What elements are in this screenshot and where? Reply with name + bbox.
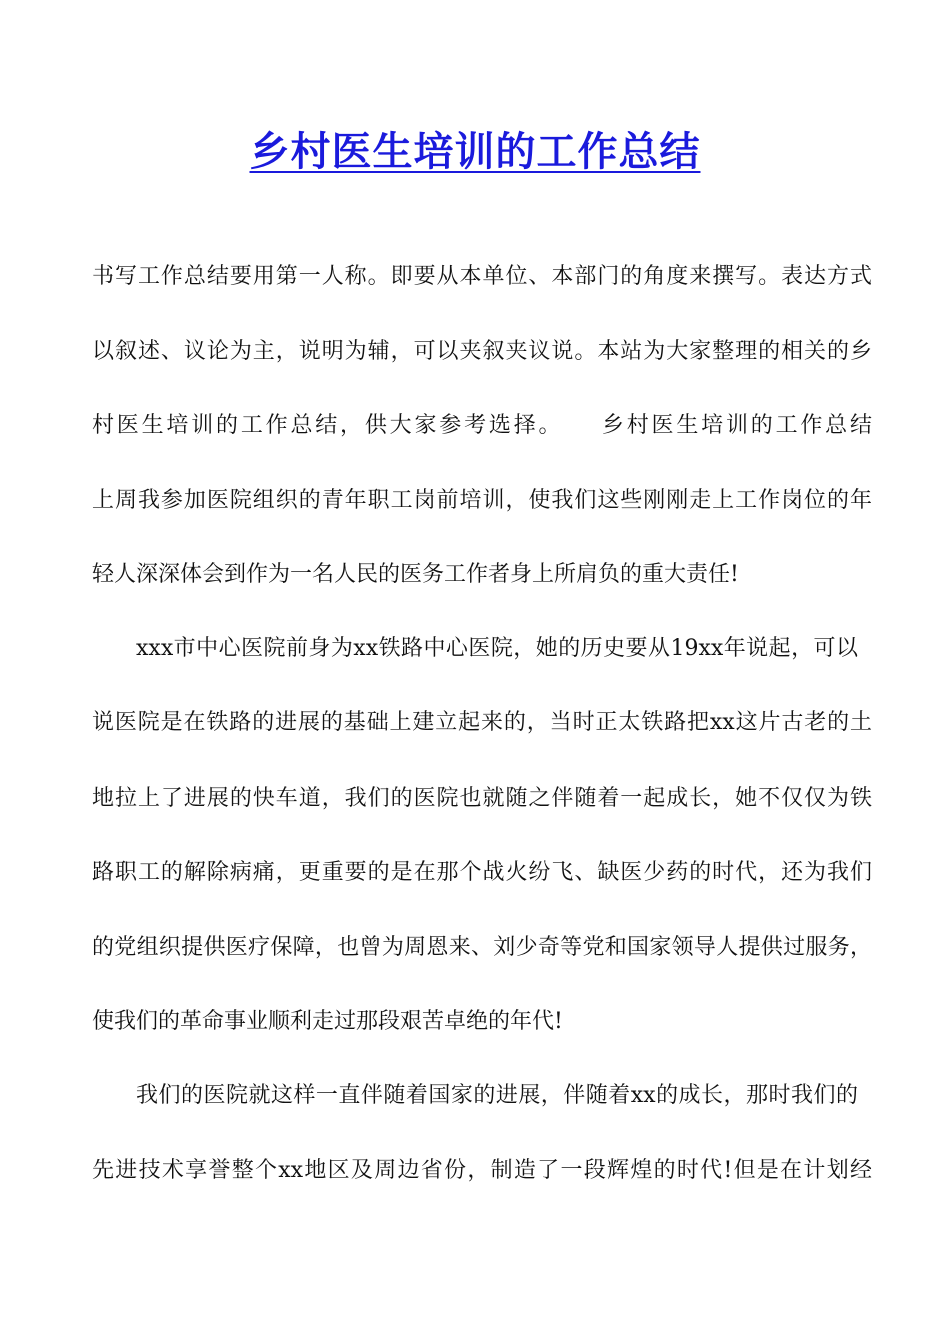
body-line: 以叙述、议论为主，说明为辅，可以夹叙夹议说。本站为大家整理的相关的乡 [92,339,872,364]
body-line: 村医生培训的工作总结，供大家参考选择。 乡村医生培训的工作总结 [92,413,872,438]
body-line: 上周我参加医院组织的青年职工岗前培训，使我们这些刚刚走上工作岗位的年 [92,488,872,513]
body-line: 地拉上了进展的快车道，我们的医院也就随之伴随着一起成长，她不仅仅为铁 [92,786,872,811]
body-line: 书写工作总结要用第一人称。即要从本单位、本部门的角度来撰写。表达方式 [92,264,872,289]
body-line: 的党组织提供医疗保障，也曾为周恩来、刘少奇等党和国家领导人提供过服务， [92,935,872,960]
body-line-paragraph-start: 我们的医院就这样一直伴随着国家的进展，伴随着xx的成长，那时我们的 [136,1083,858,1108]
body-line: 路职工的解除病痛，更重要的是在那个战火纷飞、缺医少药的时代，还为我们 [92,860,872,885]
document-title: 乡村医生培训的工作总结 [249,129,701,175]
body-line: 先进技术享誉整个xx地区及周边省份，制造了一段辉煌的时代!但是在计划经 [92,1158,872,1183]
body-line: 使我们的革命事业顺利走过那段艰苦卓绝的年代! [92,1009,563,1034]
body-line-paragraph-start: xxx市中心医院前身为xx铁路中心医院，她的历史要从19xx年说起，可以 [136,636,858,661]
body-line: 轻人深深体会到作为一名人民的医务工作者身上所肩负的重大责任! [92,562,739,587]
body-line: 说医院是在铁路的进展的基础上建立起来的，当时正太铁路把xx这片古老的土 [92,710,872,735]
